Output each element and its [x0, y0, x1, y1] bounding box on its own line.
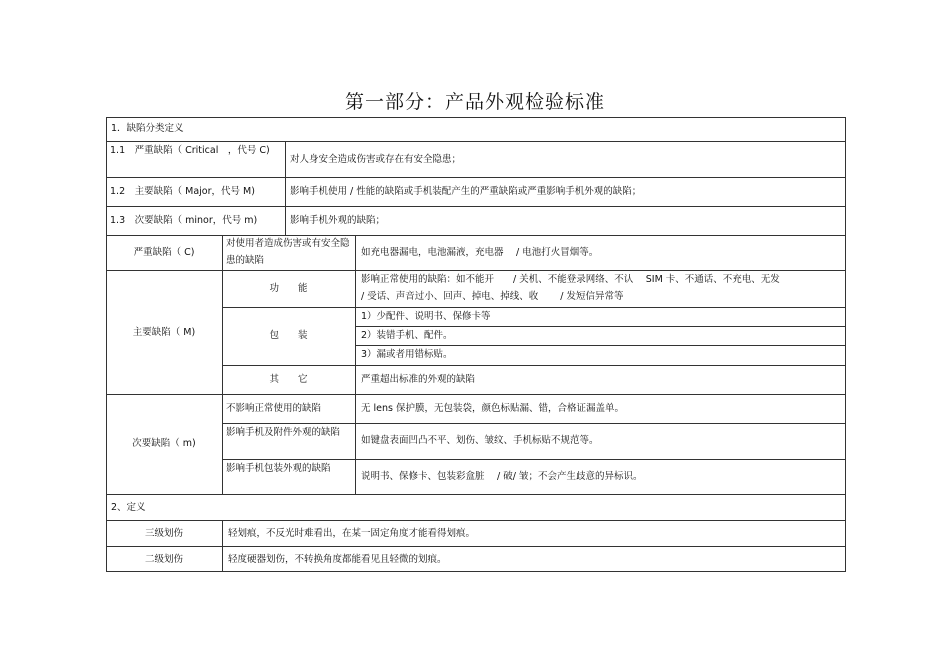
defect-class-desc: 对人身安全造成伤害或存在有安全隐患；	[290, 154, 462, 165]
defect-class-label: 1.3 次要缺陷（ minor，代号 m)	[110, 215, 258, 226]
critical-subtype: 对使用者造成伤害或有安全隐患的缺陷	[226, 238, 350, 266]
minor-desc: 无 lens 保护膜，无包装袋，颜色标贴漏、错，合格证漏盖单。	[361, 403, 624, 414]
defect-class-label: 1.2 主要缺陷（ Major，代号 M)	[110, 186, 255, 197]
col-divider	[285, 141, 286, 235]
minor-desc: 说明书、保修卡、包装彩盒脏 / 破/ 皱；不会产生歧意的异标识。	[361, 471, 643, 482]
major-function-label: 功 能	[269, 283, 308, 294]
row-divider	[222, 365, 846, 366]
critical-desc: 如充电器漏电，电池漏液，充电器 / 电池打火冒烟等。	[361, 247, 599, 258]
definition-label: 三级划伤	[144, 528, 183, 539]
definition-label: 二级划伤	[144, 554, 183, 565]
minor-subtype: 影响手机包装外观的缺陷	[226, 463, 331, 474]
major-other-desc: 严重超出标准的外观的缺陷	[361, 374, 476, 385]
major-packaging-item: 3）漏或者用错标贴。	[361, 349, 453, 360]
defect-class-label: 1.1 严重缺陷（ Critical ，代号 C)	[110, 145, 270, 156]
major-packaging-item: 1）少配件、说明书、保修卡等	[361, 311, 491, 322]
critical-category: 严重缺陷（ C)	[133, 247, 195, 258]
row-divider	[106, 546, 846, 547]
minor-category: 次要缺陷（ m)	[132, 438, 196, 449]
row-divider	[106, 520, 846, 521]
major-other-label: 其 它	[269, 374, 308, 385]
definition-desc: 轻度硬器划伤，不转换角度都能看见且轻微的划痕。	[228, 554, 447, 565]
definition-desc: 轻划痕，不反光时难看出，在某一固定角度才能看得划痕。	[228, 528, 476, 539]
major-category: 主要缺陷（ M)	[132, 327, 196, 338]
minor-subtype: 影响手机及附件外观的缺陷	[226, 427, 341, 438]
col-divider	[355, 235, 356, 494]
row-divider	[222, 307, 846, 308]
major-packaging-item: 2）装错手机、配件。	[361, 330, 453, 341]
col-divider	[222, 235, 223, 494]
row-divider	[106, 177, 846, 178]
row-divider	[106, 206, 846, 207]
minor-subtype: 不影响正常使用的缺陷	[226, 403, 322, 414]
minor-desc: 如键盘表面凹凸不平、划伤、皱纹、手机标贴不规范等。	[361, 435, 599, 446]
page-title: 第一部分：产品外观检验标准	[344, 91, 605, 113]
row-divider	[106, 235, 846, 236]
row-divider	[106, 494, 846, 495]
row-divider	[106, 394, 846, 395]
major-packaging-label: 包 装	[269, 330, 308, 341]
defect-class-desc: 影响手机外观的缺陷；	[290, 215, 386, 226]
section-heading: 1．缺陷分类定义	[111, 123, 184, 134]
major-function-desc: / 受话、声音过小、回声、掉电、掉线、收 / 发短信异常等	[361, 291, 624, 302]
col-divider	[222, 520, 223, 572]
defect-class-desc: 影响手机使用 / 性能的缺陷或手机装配产生的严重缺陷或严重影响手机外观的缺陷；	[290, 186, 642, 197]
section-heading: 2、定义	[111, 502, 146, 513]
major-function-desc: 影响正常使用的缺陷：如不能开 / 关机、不能登录网络、不认 SIM 卡、不通话、不充电、无发	[361, 274, 780, 285]
